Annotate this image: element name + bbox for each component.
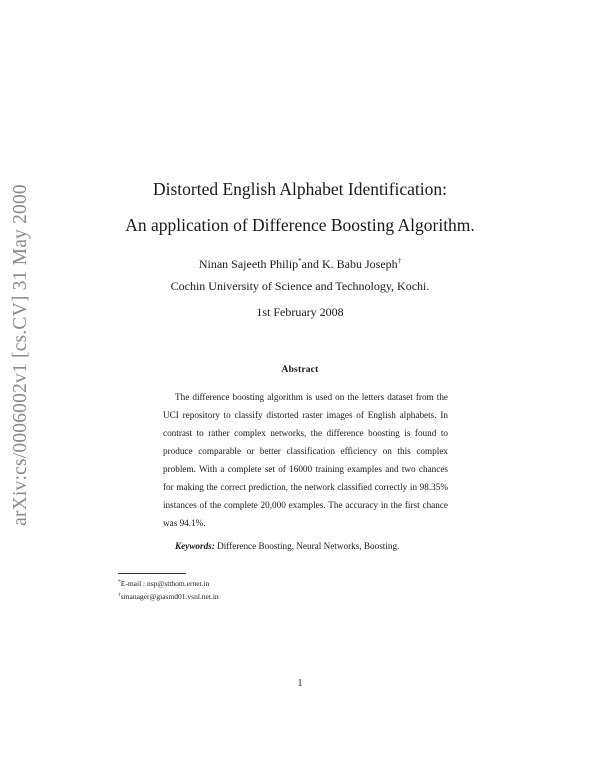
date: 1st February 2008 [256,305,344,319]
keywords [163,541,448,551]
author-2-footnote-mark: † [397,257,402,265]
page-number: 1 [297,678,303,689]
footnote-1-mark: * [118,579,121,585]
footnote-2-text: smanager@giasmd01.vsnl.net.in [120,592,219,601]
abstract-body: The difference boosting algorithm is used on the letters dataset from the UCI repository to classify distorted raster images of English alphabets. In contrast to rather complex networks, the difference boosting is found to produce comparable or better classification efficiency on this complex problem. With a complete set of 16000 training examples and two chances for making the correct prediction, the network classified correctly in 98.35% instances of the complete 20,000 examples. The accuracy in the first chance was 94.1%. [163,392,448,528]
keywords-text: Difference Boosting, Neural Networks, Boosting. [217,541,400,551]
arxiv-identifier: arXiv:cs/0006002v1 [cs.CV] 31 May 2000 [10,184,31,526]
keywords-label: Keywords: [175,541,215,551]
footnote-2-mark: † [118,592,121,598]
footnote-1-text: E-mail : nsp@stthom.ernet.in [120,579,210,588]
title-line-2: An application of Difference Boosting Algorithm. [125,215,475,235]
author-1: Ninan Sajeeth Philip [198,257,299,271]
author-conjunction: and K. Babu Joseph [301,257,398,271]
footnote-2 [118,590,219,602]
footnote-1 [118,577,209,589]
title-line-1: Distorted English Alphabet Identification: [152,179,448,199]
author-1-footnote-mark: * [298,257,302,265]
authors [0,257,600,272]
abstract-heading: Abstract [281,365,319,375]
footnote-rule [118,573,186,574]
affiliation: Cochin University of Science and Technology, Kochi. [170,279,430,293]
